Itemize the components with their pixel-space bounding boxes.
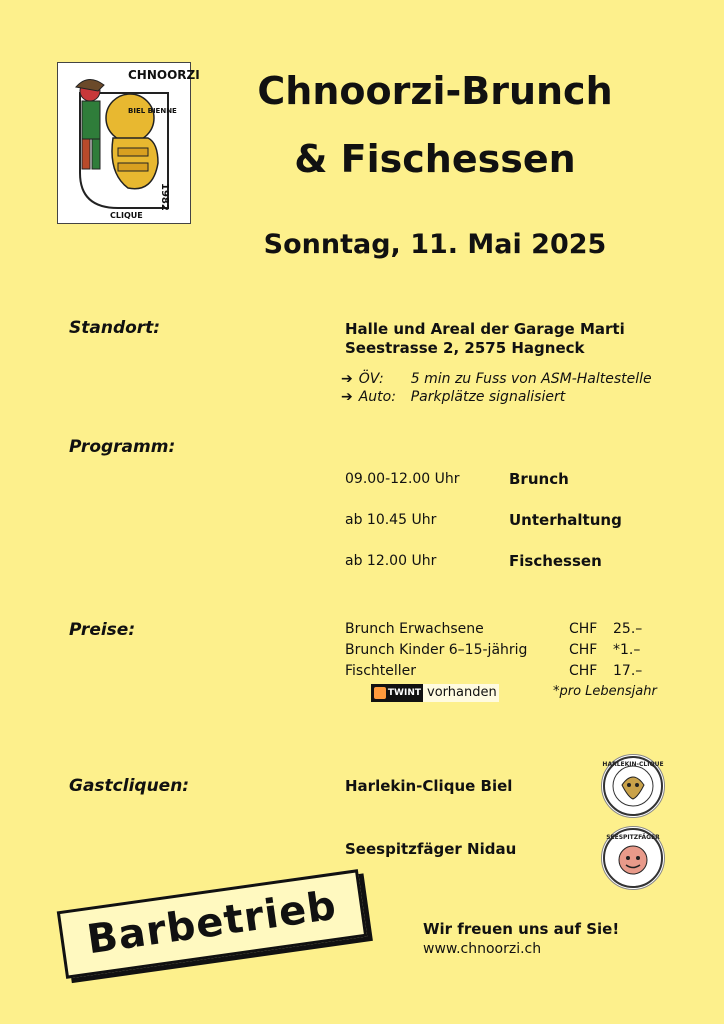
transport-value: Parkplätze signalisiert [410,389,566,405]
gastclique-name: Seespitzfäger Nidau [345,840,517,858]
gastclique-name: Harlekin-Clique Biel [345,777,513,795]
transport-auto [341,389,565,405]
title-line-2: & Fischessen [294,137,576,181]
harlekin-clique-badge-graphic [602,755,664,817]
preise-label: Preise: [69,620,136,640]
arrow-right-icon: ➔ [341,371,353,387]
price-value: 25.– [613,621,643,637]
seespitzfaeger-badge-graphic [602,827,664,889]
programm-event: Fischessen [509,552,602,570]
standort-line-2: Seestrasse 2, 2575 Hagneck [345,339,585,357]
gastcliquen-label: Gastcliquen: [69,776,190,796]
transport-oev [341,371,652,387]
price-name: Fischteller [345,663,417,679]
programm-time: ab 12.00 Uhr [345,553,437,569]
title-line-1: Chnoorzi-Brunch [257,69,613,113]
price-footnote: *pro Lebensjahr [553,684,657,699]
logo-text-bottom: CLIQUE [110,211,143,220]
price-name: Brunch Kinder 6–15-jährig [345,642,528,658]
programm-event: Unterhaltung [509,511,622,529]
harlekin-badge-text: HARLEKIN-CLIQUE [602,761,664,768]
price-currency: CHF [569,663,598,679]
welcome-text: Wir freuen uns auf Sie! [423,920,620,938]
twint-logo [371,684,423,702]
arrow-right-icon: ➔ [341,389,353,405]
programm-time: ab 10.45 Uhr [345,512,437,528]
transport-key: Auto: [358,389,396,405]
programm-time: 09.00-12.00 Uhr [345,471,460,487]
twint-badge [371,684,499,702]
twint-icon [374,687,386,699]
logo-text-year: 1982 [159,183,170,211]
programm-event: Brunch [509,470,569,488]
twint-logo-text: TWINT [387,688,421,698]
website-link[interactable]: www.chnoorzi.ch [423,941,542,957]
logo-text-top: CHNOORZI [128,68,200,82]
barbetrieb-stamp: Barbetrieb [57,869,368,979]
transport-key: ÖV: [358,371,384,387]
price-value: 17.– [613,663,643,679]
price-currency: CHF [569,642,598,658]
standort-line-1: Halle und Areal der Garage Marti [345,320,625,338]
harlekin-clique-badge [601,754,665,818]
programm-label: Programm: [69,437,176,457]
twint-text: vorhanden [427,685,497,700]
price-name: Brunch Erwachsene [345,621,484,637]
chnoorzi-logo [57,62,200,224]
seespitzfaeger-badge [601,826,665,890]
chnoorzi-logo-graphic [58,63,200,223]
seespitz-badge-text: SEESPITZFÄGER [606,834,660,841]
event-date: Sonntag, 11. Mai 2025 [263,229,607,260]
logo-text-ring: BIEL BIENNE [128,107,177,115]
price-value: *1.– [613,642,641,658]
transport-value: 5 min zu Fuss von ASM-Haltestelle [410,371,652,387]
price-currency: CHF [569,621,598,637]
standort-label: Standort: [69,318,161,338]
